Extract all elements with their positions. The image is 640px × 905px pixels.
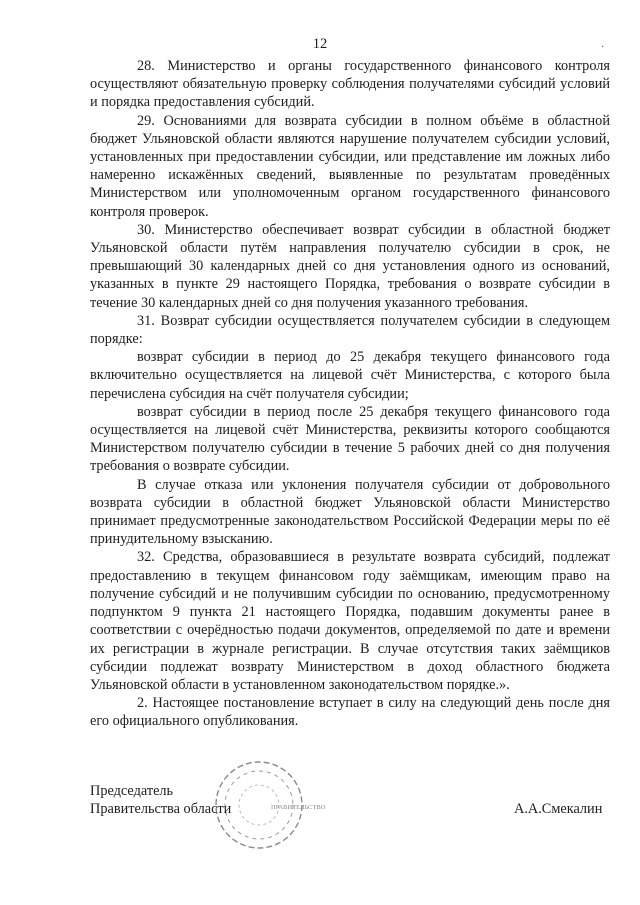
paragraph-31-item-2: возврат субсидии в период после 25 декабря текущего финансового года осуществляется на лицевой счёт Министерства, реквизиты которого сообщаются Министерством получателю субсидии в течение 5 рабочих дней со дня получения требования о возврате субсидии.	[90, 403, 610, 475]
signature-title-line2: Правительства области	[90, 801, 232, 817]
paragraph-32: 32. Средства, образовавшиеся в результате возврата субсидий, подлежат предоставлению в текущем финансовом году заёмщикам, имеющим право на получение субсидий и не получившим субсидии по основанию, предусмотренному подпунктом 9 пункта 21 настоящего Порядка, подавшим документы ранее в соответствии с очерёдностью подачи документов, определяемой по дате и времени их регистрации в журнале регистрации. В случае отсутствия таких заёмщиков субсидии подлежат возврату Министерством в доход областного бюджета Ульяновской области в установленном законодательством порядке.».	[90, 549, 610, 693]
signature-title-line1: Председатель	[90, 783, 174, 799]
signature-title	[90, 782, 231, 818]
margin-mark: ·	[601, 42, 605, 53]
paragraph-29: 29. Основаниями для возврата субсидии в полном объёме в областной бюджет Ульяновской области являются нарушение получателем субсидии условий, установленных при предоставлении субсидии, или представление им ложных либо намеренно искажённых сведений, выявленные по результатам проведённых Министерством или уполномоченным органом государственного финансового контроля проверок.	[90, 112, 610, 220]
page-number: 12	[312, 36, 328, 52]
paragraph-31-item-1: возврат субсидии в период до 25 декабря текущего финансового года включительно осуществляется на лицевой счёт Министерства, с которого была перечислена субсидия на счёт получателя субсидии;	[90, 349, 610, 402]
paragraph-28: 28. Министерство и органы государственного финансового контроля осуществляют обязательную проверку соблюдения получателями субсидий условий и порядка предоставления субсидий.	[90, 58, 610, 111]
document-body	[90, 57, 610, 731]
paragraph-refusal: В случае отказа или уклонения получателя субсидии от добровольного возврата субсидии в областной бюджет Ульяновской области Министерство принимает предусмотренные законодательством Российской Федерации меры по её принудительному взысканию.	[90, 476, 610, 548]
signatory-name: А.А.Смекалин	[514, 801, 603, 817]
paragraph-30: 30. Министерство обеспечивает возврат субсидии в областной бюджет Ульяновской области путём направления получателю субсидии в срок, не превышающий 30 календарных дней со дня установления одного из оснований, указанных в пункте 29 настоящего Порядка, требования о возврате субсидии в течение 30 календарных дней со дня получения указанного требования.	[90, 221, 610, 311]
seal-text: ПРАВИТЕЛЬСТВО	[271, 804, 326, 811]
paragraph-31: 31. Возврат субсидии осуществляется получателем субсидии в следующем порядке:	[90, 312, 610, 348]
paragraph-entry-into-force: 2. Настоящее постановление вступает в силу на следующий день после дня его официального опубликования.	[90, 695, 610, 730]
